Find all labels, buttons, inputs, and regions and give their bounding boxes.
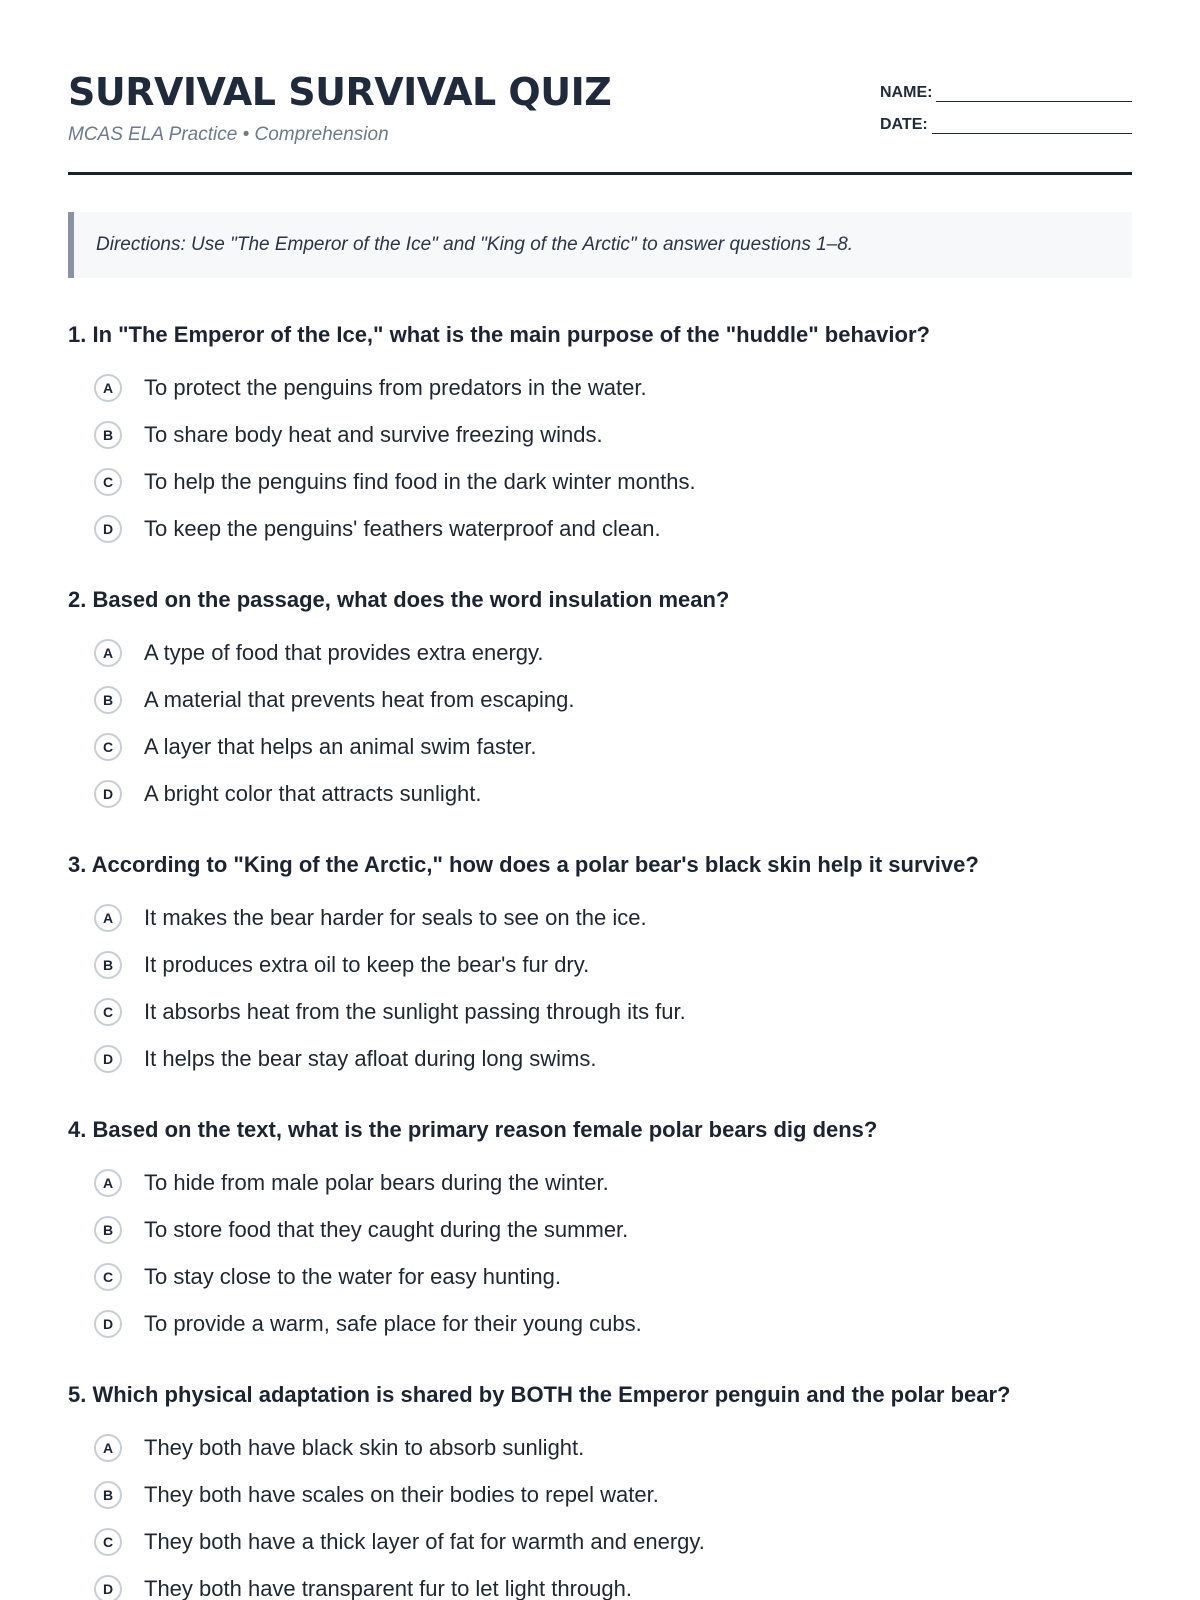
answer-option-d[interactable] bbox=[68, 1565, 1160, 1600]
question-4 bbox=[68, 1112, 1160, 1377]
directions-text: Directions: Use "The Emperor of the Ice" and "King of the Arctic" to answer questions 1–8. bbox=[96, 234, 854, 255]
answer-option-a[interactable] bbox=[68, 629, 1160, 676]
question-text: 5. Which physical adaptation is shared by BOTH the Emperor penguin and the polar bear? bbox=[68, 1382, 1011, 1407]
answer-option-c[interactable] bbox=[68, 458, 1160, 505]
name-line[interactable] bbox=[936, 87, 1132, 102]
answer-option-a[interactable] bbox=[68, 1424, 1160, 1471]
question-list bbox=[68, 317, 1160, 1600]
option-text: A type of food that provides extra energy. bbox=[144, 639, 544, 665]
page-subtitle: MCAS ELA Practice • Comprehension bbox=[68, 124, 389, 145]
option-text: To protect the penguins from predators in the water. bbox=[144, 374, 647, 400]
option-text: To share body heat and survive freezing winds. bbox=[144, 421, 603, 447]
page-title: SURVIVAL SURVIVAL QUIZ bbox=[68, 70, 612, 114]
answer-option-b[interactable] bbox=[68, 676, 1160, 723]
option-text: To store food that they caught during the summer. bbox=[144, 1216, 629, 1242]
question-1 bbox=[68, 317, 1160, 582]
answer-option-b[interactable] bbox=[68, 1471, 1160, 1518]
option-letter-badge[interactable]: A bbox=[94, 639, 122, 667]
answer-option-c[interactable] bbox=[68, 988, 1160, 1035]
answer-option-d[interactable] bbox=[68, 1035, 1160, 1082]
option-text: They both have a thick layer of fat for warmth and energy. bbox=[144, 1528, 705, 1554]
option-text: It produces extra oil to keep the bear's fur dry. bbox=[144, 951, 590, 977]
answer-option-c[interactable] bbox=[68, 1253, 1160, 1300]
answer-option-d[interactable] bbox=[68, 505, 1160, 552]
question-text: 1. In "The Emperor of the Ice," what is the main purpose of the "huddle" behavior? bbox=[68, 322, 930, 347]
option-text: It absorbs heat from the sunlight passing through its fur. bbox=[144, 998, 686, 1024]
option-letter-badge[interactable]: A bbox=[94, 1169, 122, 1197]
answer-option-d[interactable] bbox=[68, 1300, 1160, 1347]
answer-option-c[interactable] bbox=[68, 1518, 1160, 1565]
answer-option-b[interactable] bbox=[68, 941, 1160, 988]
name-field[interactable] bbox=[880, 80, 1132, 102]
question-2 bbox=[68, 582, 1160, 847]
option-text: To provide a warm, safe place for their young cubs. bbox=[144, 1310, 642, 1336]
option-letter-badge[interactable]: D bbox=[94, 1045, 122, 1073]
answer-option-a[interactable] bbox=[68, 364, 1160, 411]
option-text: To hide from male polar bears during the winter. bbox=[144, 1169, 609, 1195]
answer-option-b[interactable] bbox=[68, 411, 1160, 458]
option-letter-badge[interactable]: D bbox=[94, 515, 122, 543]
option-text: To keep the penguins' feathers waterproof and clean. bbox=[144, 515, 661, 541]
option-letter-badge[interactable]: A bbox=[94, 374, 122, 402]
student-fields bbox=[880, 80, 1132, 144]
option-text: A material that prevents heat from escaping. bbox=[144, 686, 575, 712]
answer-option-c[interactable] bbox=[68, 723, 1160, 770]
option-text: They both have black skin to absorb sunlight. bbox=[144, 1434, 585, 1460]
option-text: A layer that helps an animal swim faster. bbox=[144, 733, 537, 759]
answer-option-a[interactable] bbox=[68, 1159, 1160, 1206]
date-field[interactable] bbox=[880, 112, 1132, 134]
option-letter-badge[interactable]: D bbox=[94, 780, 122, 808]
option-letter-badge[interactable]: D bbox=[94, 1310, 122, 1338]
option-letter-badge[interactable]: B bbox=[94, 421, 122, 449]
option-letter-badge[interactable]: C bbox=[94, 998, 122, 1026]
question-5 bbox=[68, 1377, 1160, 1600]
quiz-header bbox=[68, 62, 1132, 175]
date-line[interactable] bbox=[932, 119, 1132, 134]
option-letter-badge[interactable]: C bbox=[94, 1528, 122, 1556]
directions-box bbox=[68, 212, 1132, 278]
option-text: It helps the bear stay afloat during long swims. bbox=[144, 1045, 597, 1071]
option-text: To stay close to the water for easy hunting. bbox=[144, 1263, 562, 1289]
question-3 bbox=[68, 847, 1160, 1112]
option-letter-badge[interactable]: C bbox=[94, 733, 122, 761]
answer-option-d[interactable] bbox=[68, 770, 1160, 817]
answer-option-a[interactable] bbox=[68, 894, 1160, 941]
option-text: A bright color that attracts sunlight. bbox=[144, 780, 482, 806]
question-text: 2. Based on the passage, what does the word insulation mean? bbox=[68, 587, 730, 612]
option-letter-badge[interactable]: B bbox=[94, 1216, 122, 1244]
name-label: NAME: bbox=[880, 84, 933, 101]
option-letter-badge[interactable]: A bbox=[94, 1434, 122, 1462]
option-letter-badge[interactable]: B bbox=[94, 686, 122, 714]
option-text: It makes the bear harder for seals to see on the ice. bbox=[144, 904, 647, 930]
answer-option-b[interactable] bbox=[68, 1206, 1160, 1253]
option-letter-badge[interactable]: B bbox=[94, 951, 122, 979]
option-text: They both have scales on their bodies to repel water. bbox=[144, 1481, 659, 1507]
option-letter-badge[interactable]: D bbox=[94, 1575, 122, 1600]
question-text: 3. According to "King of the Arctic," how does a polar bear's black skin help it survive? bbox=[68, 852, 979, 877]
vocabulary-term: insulation bbox=[548, 587, 653, 612]
option-text: To help the penguins find food in the dark winter months. bbox=[144, 468, 696, 494]
question-text: 4. Based on the text, what is the primary reason female polar bears dig dens? bbox=[68, 1117, 878, 1142]
option-letter-badge[interactable]: A bbox=[94, 904, 122, 932]
option-letter-badge[interactable]: C bbox=[94, 1263, 122, 1291]
option-letter-badge[interactable]: B bbox=[94, 1481, 122, 1509]
option-text: They both have transparent fur to let light through. bbox=[144, 1575, 632, 1600]
option-letter-badge[interactable]: C bbox=[94, 468, 122, 496]
date-label: DATE: bbox=[880, 116, 928, 133]
